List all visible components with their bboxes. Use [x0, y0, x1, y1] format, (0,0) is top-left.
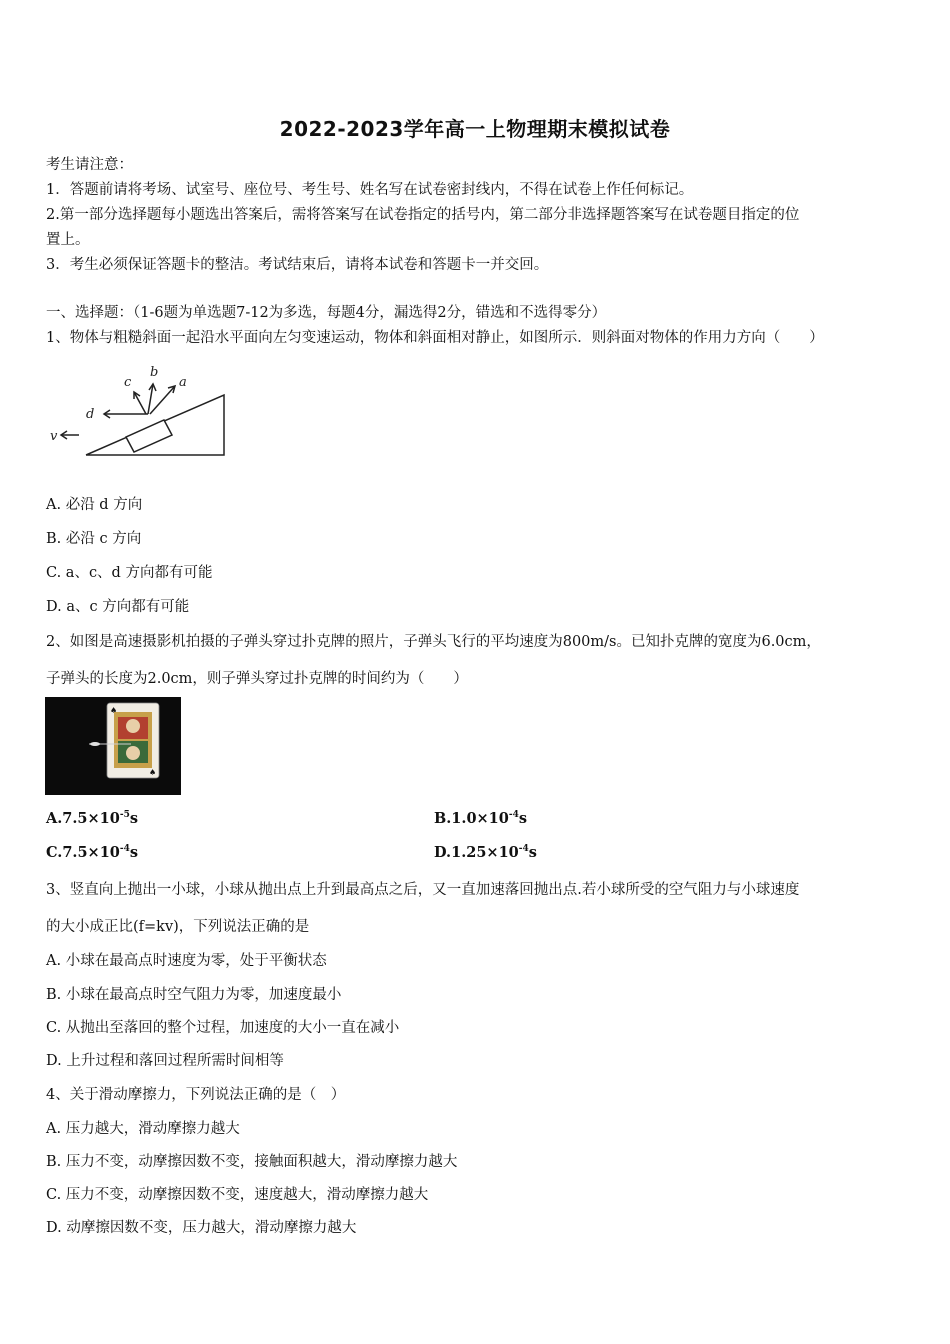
notice-item-1: 1．答题前请将考场、试室号、座位号、考生号、姓名写在试卷密封线内，不得在试卷上作任何标记。 [46, 182, 694, 198]
q3-option-c: C. 从抛出至落回的整个过程，加速度的大小一直在减小 [46, 1020, 400, 1036]
label-a: a [179, 375, 187, 390]
svg-text:♠: ♠ [149, 768, 157, 777]
q4-option-a: A. 压力越大，滑动摩擦力越大 [46, 1121, 240, 1137]
q3-option-a: A. 小球在最高点时速度为零，处于平衡状态 [46, 953, 327, 969]
q4-option-d: D. 动摩擦因数不变，压力越大，滑动摩擦力越大 [46, 1220, 357, 1236]
q4-stem: 4、关于滑动摩擦力，下列说法正确的是（ ） [46, 1087, 346, 1103]
q1-option-d: D. a、c 方向都有可能 [46, 599, 190, 615]
q4-option-c: C. 压力不变，动摩擦因数不变，速度越大，滑动摩擦力越大 [46, 1187, 429, 1203]
q1-option-b: B. 必沿 c 方向 [46, 531, 142, 547]
label-c: c [124, 375, 132, 390]
section-heading: 一、选择题：（1-6题为单选题7-12为多选，每题4分，漏选得2分，错选和不选得零分） [46, 305, 607, 321]
page-title: 2022-2023学年高一上物理期末模拟试卷 [279, 117, 671, 141]
q2-stem-line1: 2、如图是高速摄影机拍摄的子弹头穿过扑克牌的照片，子弹头飞行的平均速度为800m/s。已知扑克牌的宽度为6.0cm， [46, 634, 821, 650]
q1-option-a: A. 必沿 d 方向 [46, 497, 143, 513]
q2-stem-line2: 子弹头的长度为2.0cm，则子弹头穿过扑克牌的时间约为（ ） [46, 671, 468, 687]
incline-diagram [46, 362, 236, 462]
arrow-a [150, 386, 175, 414]
q2-option-a: $A.7.5\times 10^{-5}s$ [46, 810, 139, 827]
bullet-card-photo [45, 697, 181, 795]
q2-option-b: $B.1.0\times 10^{-4}s$ [434, 810, 528, 827]
q3-stem-line1: 3、竖直向上抛出一小球，小球从抛出点上升到最高点之后，又一直加速落回抛出点.若小球所受的空气阻力与小球速度 [46, 882, 800, 898]
playing-card [107, 703, 159, 778]
notice-item-2: 2.第一部分选择题每小题选出答案后，需将答案写在试卷指定的括号内，第二部分非选择题答案写在试卷题目指定的位 [46, 207, 800, 223]
notice-item-3: 3．考生必须保证答题卡的整洁。考试结束后，请将本试卷和答题卡一并交回。 [46, 257, 549, 273]
svg-text:♠: ♠ [110, 706, 118, 715]
label-d: d [86, 407, 95, 422]
q3-option-d: D. 上升过程和落回过程所需时间相等 [46, 1053, 284, 1069]
block [126, 420, 172, 452]
q3-option-b: B. 小球在最高点时空气阻力为零，加速度最小 [46, 987, 342, 1003]
q2-option-c: $C.7.5\times 10^{-4}s$ [46, 844, 139, 861]
notice-heading: 考生请注意： [46, 157, 133, 173]
label-v: v [50, 429, 58, 444]
q1-stem: 1、物体与粗糙斜面一起沿水平面向左匀变速运动，物体和斜面相对静止，如图所示．则斜面对物体的作用力方向（ ） [46, 330, 824, 346]
notice-item-2-cont: 置上。 [46, 232, 90, 248]
q3-stem-line2: 的大小成正比(f=kv)，下列说法正确的是 [46, 919, 310, 935]
q2-option-d: $D.1.25\times 10^{-4}s$ [434, 844, 537, 861]
q1-option-c: C. a、c、d 方向都有可能 [46, 565, 213, 581]
q4-option-b: B. 压力不变，动摩擦因数不变，接触面积越大，滑动摩擦力越大 [46, 1154, 458, 1170]
label-b: b [150, 365, 159, 380]
